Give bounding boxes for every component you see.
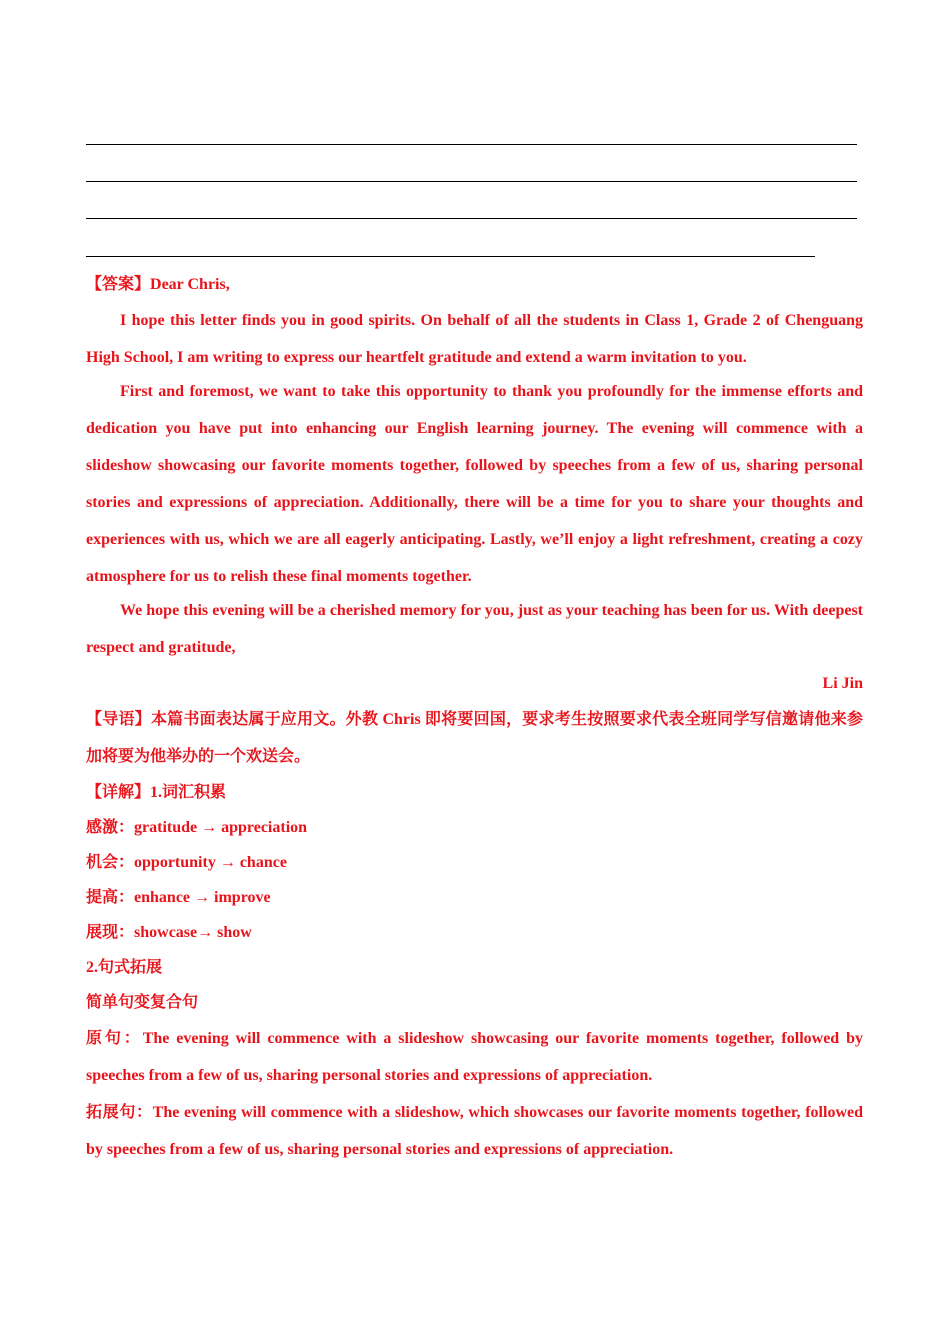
vocab-cn: 机会： — [86, 854, 135, 871]
letter-salutation: Dear Chris, — [150, 276, 230, 293]
vocab-cn: 展现： — [86, 924, 135, 941]
answer-line-3 — [86, 218, 857, 219]
vocab-en: gratitude → appreciation — [134, 819, 308, 836]
vocab-item — [86, 880, 863, 915]
letter-paragraph-2: First and foremost, we want to take this opportunity to thank you profoundly for the immense efforts and dedication you have put into enhancing our English learning journey. The evening will commence with a slideshow showcasing our favorite moments together, followed by speeches from a few of us, sharing personal stories and expressions of appreciation. Additionally, there will be a time for you to share your thoughts and experiences with us, which we are all eagerly anticipating. Lastly, we’ll enjoy a light refreshment, creating a cozy atmosphere for us to relish these final moments together. — [86, 383, 863, 585]
vocab-cn: 提高： — [86, 889, 135, 906]
vocab-en: showcase→ show — [134, 924, 252, 941]
vocab-cn: 感激： — [86, 819, 135, 836]
vocab-en: opportunity → chance — [134, 854, 287, 871]
vocab-section-title: 1.词汇积累 — [150, 784, 227, 801]
expanded-label: 拓展句： — [86, 1104, 153, 1121]
detail-heading — [86, 775, 863, 810]
guide-label: 【导语】 — [86, 711, 151, 728]
guide-paragraph — [86, 701, 863, 775]
sentence-section-title: 2.句式拓展 — [86, 959, 163, 976]
vocab-en: enhance → improve — [134, 889, 271, 906]
guide-text: 本篇书面表达属于应用文。外教 Chris 即将要回国，要求考生按照要求代表全班同学写信邀请他来参加将要为他举办的一个欢送会。 — [86, 711, 863, 765]
answer-label: 【答案】 — [86, 276, 151, 293]
original-sentence — [86, 1020, 863, 1094]
vocab-item — [86, 810, 863, 845]
detail-label: 【详解】 — [86, 784, 151, 801]
answer-explanation — [86, 268, 863, 1168]
letter-signature: Li Jin — [822, 675, 863, 692]
expanded-sentence — [86, 1094, 863, 1168]
answer-line-2 — [86, 181, 857, 182]
vocab-item — [86, 915, 863, 950]
letter-paragraph-3: We hope this evening will be a cherished memory for you, just as your teaching has been for us. With deepest respect and gratitude, — [86, 602, 863, 656]
original-label: 原句： — [86, 1030, 143, 1047]
vocab-item — [86, 845, 863, 880]
answer-heading — [86, 268, 863, 302]
expanded-text: The evening will commence with a slideshow, which showcases our favorite moments together, followed by speeches from a few of us, sharing personal stories and expressions of appreciation. — [86, 1104, 863, 1158]
original-text: The evening will commence with a slideshow showcasing our favorite moments together, followed by speeches from a few of us, sharing personal stories and expressions of appreciation. — [86, 1030, 863, 1084]
answer-line-1 — [86, 144, 857, 145]
sentence-subheading: 简单句变复合句 — [86, 994, 199, 1011]
letter-paragraph-1: I hope this letter finds you in good spirits. On behalf of all the students in Class 1, Grade 2 of Chenguang High School, I am writing to express our heartfelt gratitude and extend a warm invitation to you. — [86, 312, 863, 366]
answer-line-4 — [86, 256, 815, 257]
